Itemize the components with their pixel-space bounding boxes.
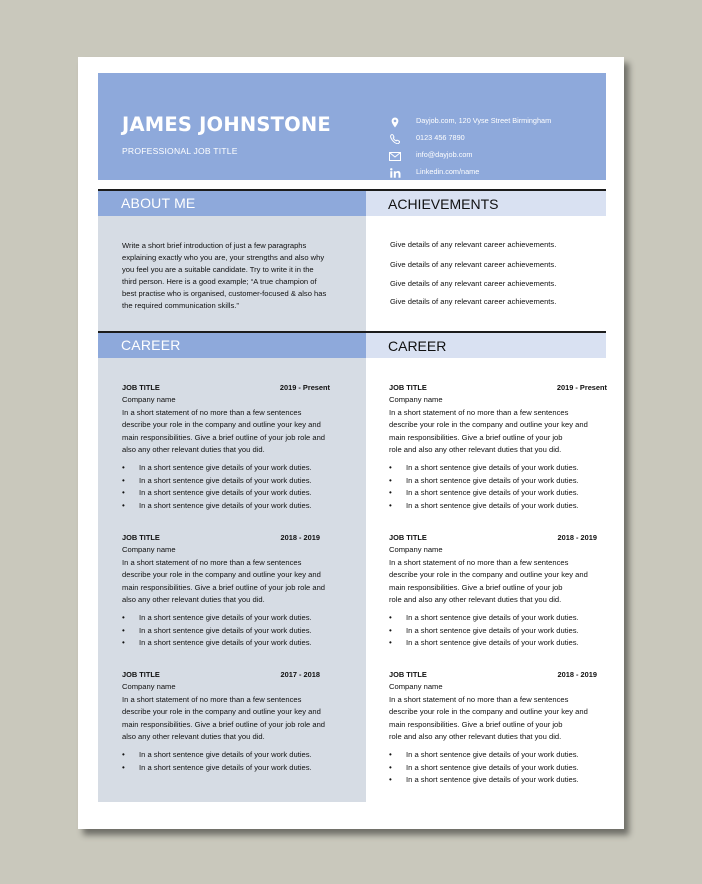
- job-summary: [389, 694, 588, 744]
- header-banner: [98, 73, 606, 180]
- job-title: JOB TITLE: [122, 383, 160, 392]
- duty-item: • In a short sentence give details of your work duties.: [389, 475, 579, 488]
- summary-line: In a short statement of no more than a few sentences: [389, 695, 569, 704]
- duty-item: • In a short sentence give details of your work duties.: [389, 625, 579, 638]
- duty-item: • In a short sentence give details of your work duties.: [389, 762, 579, 775]
- career-heading-right: CAREER: [388, 338, 447, 354]
- about-line: the required communication skills.”: [122, 301, 239, 310]
- job-title: JOB TITLE: [122, 670, 160, 679]
- achievement-item: Give details of any relevant career achievements.: [390, 260, 557, 269]
- about-line: third person. Here is a good example; “A true champion of: [122, 277, 317, 286]
- duty-list: [122, 612, 312, 650]
- job-summary: [122, 407, 325, 457]
- contact-email-text: info@dayjob.com: [416, 150, 473, 159]
- about-me-text: [122, 240, 352, 312]
- duty-list: [122, 749, 312, 774]
- duty-list: [389, 749, 579, 787]
- contact-address-text: Dayjob.com, 120 Vyse Street Birmingham: [416, 116, 552, 125]
- envelope-icon: [388, 149, 402, 163]
- career-entry-left-3: [122, 670, 356, 780]
- duty-item: • In a short sentence give details of your work duties.: [389, 774, 579, 787]
- job-title: JOB TITLE: [389, 533, 427, 542]
- duty-item: • In a short sentence give details of your work duties.: [122, 475, 312, 488]
- job-summary: [389, 407, 588, 457]
- summary-line: In a short statement of no more than a few sentences: [122, 408, 302, 417]
- summary-line: main responsibilities. Give a brief outline of your job role and: [122, 582, 326, 592]
- summary-line: role and also any other relevant duties that you did.: [389, 732, 562, 742]
- duty-item: • In a short sentence give details of your work duties.: [389, 462, 579, 475]
- duty-item: • In a short sentence give details of your work duties.: [122, 500, 312, 513]
- summary-line: In a short statement of no more than a few sentences: [122, 558, 302, 567]
- achievement-item: Give details of any relevant career achievements.: [390, 297, 557, 306]
- company-name: Company name: [122, 682, 176, 691]
- summary-line: describe your role in the company and outline your key and: [122, 570, 321, 580]
- phone-icon: [388, 132, 402, 146]
- summary-line: describe your role in the company and outline your key and: [389, 570, 588, 580]
- duty-item: • In a short sentence give details of your work duties.: [389, 637, 579, 650]
- summary-line: describe your role in the company and outline your key and: [122, 707, 321, 717]
- duty-item: • In a short sentence give details of your work duties.: [389, 749, 579, 762]
- summary-line: role and also any other relevant duties that you did.: [389, 595, 562, 605]
- about-me-heading-bar: [98, 189, 366, 216]
- job-dates: 2017 - 2018: [280, 670, 320, 679]
- about-me-heading: ABOUT ME: [121, 195, 196, 211]
- job-title: JOB TITLE: [389, 383, 427, 392]
- summary-line: describe your role in the company and outline your key and: [389, 420, 588, 430]
- about-line: you feel you are a suitable candidate. Try to write it in the: [122, 265, 314, 274]
- summary-line: main responsibilities. Give a brief outline of your job role and: [122, 432, 326, 442]
- achievement-item: Give details of any relevant career achievements.: [390, 240, 557, 249]
- duty-item: • In a short sentence give details of your work duties.: [389, 612, 579, 625]
- professional-title: PROFESSIONAL JOB TITLE: [122, 146, 238, 156]
- achievements-heading-bar: [366, 189, 606, 216]
- duty-item: • In a short sentence give details of your work duties.: [122, 487, 312, 500]
- duty-list: [389, 462, 579, 513]
- company-name: Company name: [122, 545, 176, 554]
- summary-line: describe your role in the company and outline your key and: [389, 707, 588, 717]
- about-line: Write a short brief introduction of just a few paragraphs: [122, 241, 307, 250]
- contact-linkedin-text: Linkedin.com/name: [416, 167, 480, 176]
- summary-line: role and also any other relevant duties that you did.: [389, 445, 562, 455]
- company-name: Company name: [389, 682, 443, 691]
- job-title: JOB TITLE: [389, 670, 427, 679]
- duty-item: • In a short sentence give details of your work duties.: [122, 462, 312, 475]
- summary-line: main responsibilities. Give a brief outline of your job: [389, 582, 563, 592]
- linkedin-icon: [388, 166, 402, 180]
- duty-item: • In a short sentence give details of your work duties.: [122, 762, 312, 775]
- about-line: explaining exactly who you are, your strengths and also why: [122, 253, 325, 262]
- duty-item: • In a short sentence give details of your work duties.: [389, 500, 579, 513]
- summary-line: also any other relevant duties that you did.: [122, 445, 265, 455]
- job-dates: 2018 - 2019: [280, 533, 320, 542]
- summary-line: main responsibilities. Give a brief outline of your job: [389, 432, 563, 442]
- contact-phone-text: 0123 456 7890: [416, 133, 465, 142]
- summary-line: main responsibilities. Give a brief outline of your job: [389, 719, 563, 729]
- achievements-heading: ACHIEVEMENTS: [388, 196, 499, 212]
- candidate-name: JAMES JOHNSTONE: [122, 113, 331, 136]
- duty-item: • In a short sentence give details of your work duties.: [122, 749, 312, 762]
- job-dates: 2019 - Present: [279, 383, 330, 392]
- career-entry-right-1: [389, 383, 607, 513]
- summary-line: also any other relevant duties that you did.: [122, 595, 265, 605]
- location-pin-icon: [388, 115, 402, 129]
- company-name: Company name: [389, 395, 443, 404]
- job-title: JOB TITLE: [122, 533, 160, 542]
- career-entry-left-1: [122, 383, 356, 513]
- summary-line: also any other relevant duties that you did.: [122, 732, 265, 742]
- career-heading-bar-right: [366, 331, 606, 358]
- career-entry-right-3: [389, 670, 601, 790]
- job-summary: [122, 694, 325, 744]
- career-heading-left: CAREER: [121, 337, 181, 353]
- career-heading-bar-left: [98, 331, 366, 358]
- achievement-item: Give details of any relevant career achievements.: [390, 279, 557, 288]
- duty-item: • In a short sentence give details of your work duties.: [122, 612, 312, 625]
- duty-list: [389, 612, 579, 650]
- company-name: Company name: [389, 545, 443, 554]
- job-dates: 2018 - 2019: [557, 670, 597, 679]
- summary-line: describe your role in the company and outline your key and: [122, 420, 321, 430]
- company-name: Company name: [122, 395, 176, 404]
- resume-page: [78, 57, 624, 829]
- duty-item: • In a short sentence give details of your work duties.: [122, 625, 312, 638]
- duty-item: • In a short sentence give details of your work duties.: [122, 637, 312, 650]
- summary-line: In a short statement of no more than a few sentences: [122, 695, 302, 704]
- summary-line: main responsibilities. Give a brief outline of your job role and: [122, 719, 326, 729]
- summary-line: In a short statement of no more than a few sentences: [389, 408, 569, 417]
- career-entry-left-2: [122, 533, 356, 653]
- career-entry-right-2: [389, 533, 601, 653]
- duty-item: • In a short sentence give details of your work duties.: [389, 487, 579, 500]
- job-summary: [389, 557, 588, 607]
- job-dates: 2018 - 2019: [557, 533, 597, 542]
- summary-line: In a short statement of no more than a few sentences: [389, 558, 569, 567]
- about-line: best practise who is organised, customer-focused & also has: [122, 289, 327, 298]
- duty-list: [122, 462, 312, 513]
- job-dates: 2019 - Present: [556, 383, 607, 392]
- job-summary: [122, 557, 325, 607]
